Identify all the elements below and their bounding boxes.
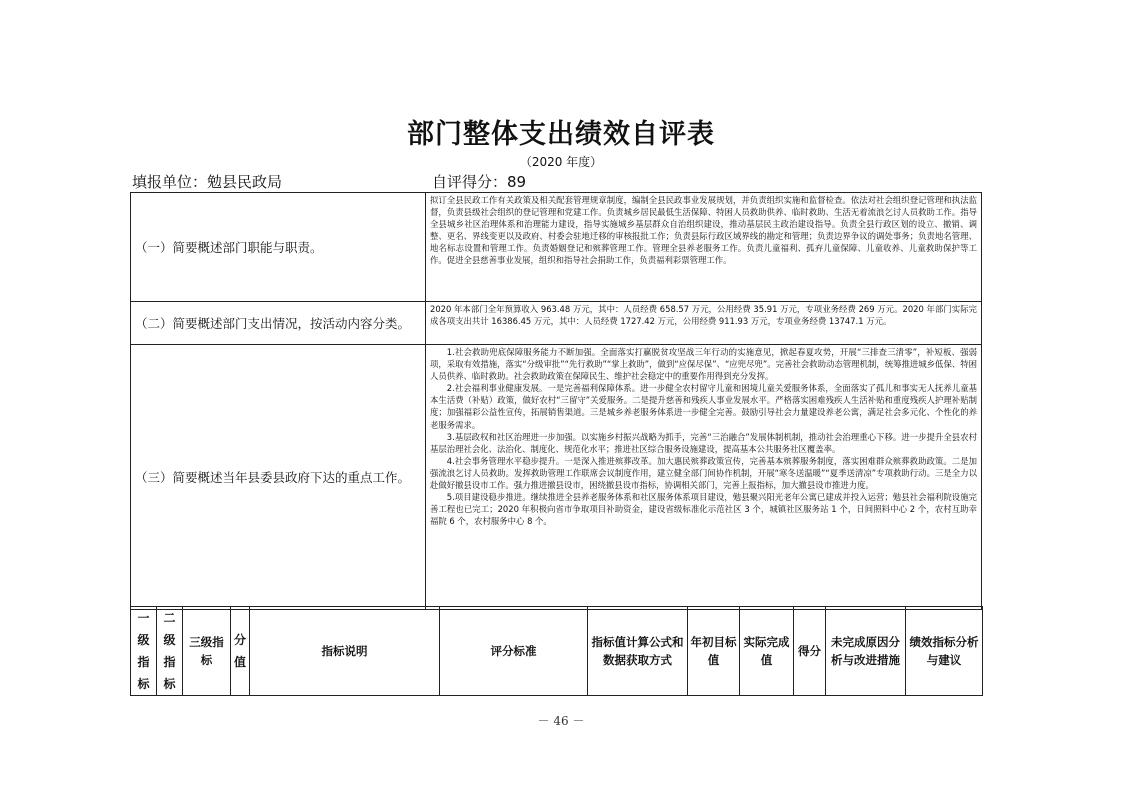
table-row-functions (131, 193, 982, 302)
content-paragraph: 1.社会救助兜底保障服务能力不断加强。全面落实打赢脱贫攻坚战三年行动的实施意见，掀起春夏攻势，开展“三排查三清零”，补短板、强弱项，采取有效措施，落实“分级审批”“先行救助”“掌上救助”，做到“应保尽保”、“应兜尽兜”。完善社会救助动态管理机制，统筹推进城乡低保、特困人员供养、临时救助。社会救助政策在保障民生、维护社会稳定中的重要作用得到充分发挥。 (430, 347, 977, 382)
row-content (426, 302, 982, 345)
header-actual: 实际完成值 (740, 607, 794, 696)
header-formula: 指标值计算公式和数据获取方式 (588, 607, 688, 696)
row-label: （三）简要概述当年县委县政府下达的重点工作。 (131, 345, 426, 610)
header-reason: 未完成原因分析与改进措施 (826, 607, 906, 696)
summary-table (130, 192, 982, 610)
table-row (131, 607, 983, 696)
header-criteria: 评分标准 (440, 607, 588, 696)
page-title: 部门整体支出绩效自评表 (407, 119, 715, 150)
header-level1: 一级指标 (131, 607, 157, 696)
row-content (426, 345, 982, 610)
header-level3: 三级指标 (183, 607, 231, 696)
row-content (426, 193, 982, 302)
content-paragraph: 2.社会福利事业健康发展。一是完善福利保障体系。进一步健全农村留守儿童和困境儿童关爱服务体系，全面落实了孤儿和事实无人抚养儿童基本生活费（补贴）政策，做好农村“三留守”关爱服务。二是提升慈善和残疾人事业发展水平。严格落实困难残疾人生活补贴和重度残疾人护理补贴制度；加强福彩公益性宣传，拓展销售渠道。三是城乡养老服务体系进一步健全完善。鼓励引导社会力量建设养老公寓，满足社会多元化、个性化的养老服务需求。 (430, 383, 977, 430)
header-target: 年初目标值 (688, 607, 740, 696)
header-analysis: 绩效指标分析与建议 (906, 607, 983, 696)
header-level2: 二级指标 (157, 607, 183, 696)
reporting-unit: 填报单位：勉县民政局 (132, 173, 283, 191)
header-score-value: 分值 (231, 607, 250, 696)
report-year: （2020 年度） (519, 155, 603, 169)
row-label: （一）简要概述部门职能与职责。 (131, 193, 426, 302)
content-text: 拟订全县民政工作有关政策及相关配套管理规章制度，编制全县民政事业发展规划，并负责组织实施和监督检查。依法对社会组织登记管理和执法监督，负责县级社会组织的登记管理和党建工作。负责城乡居民最低生活保障、特困人员救助供养、临时救助、生活无着流浪乞讨人员救助工作。指导全县城乡社区治理体系和治理能力建设，指导实施城乡基层群众自治组织建设，推动基层民主政治建设指导。负责全县行政区划的设立、撤销、调整、更名、界线变更以及政府、村委会驻地迁移的审核报批工作；负责县际行政区域界线的勘定和管理；负责边界争议的调处事务；负责地名管理、地名标志设置和管理工作。负责婚姻登记和殡葬管理工作。管理全县养老服务工作。负责儿童福利、孤弃儿童保障、儿童收养、儿童救助保护等工作。促进全县慈善事业发展，组织和指导社会捐助工作，负责福利彩票管理工作。 (430, 195, 977, 266)
row-label: （二）简要概述部门支出情况，按活动内容分类。 (131, 302, 426, 345)
table-row-key-work (131, 345, 982, 610)
page-number: － 46 － (537, 714, 585, 728)
header-description: 指标说明 (250, 607, 440, 696)
indicator-header-table (130, 606, 983, 696)
self-score: 自评得分：89 (432, 173, 527, 191)
header-points: 得分 (794, 607, 826, 696)
unit-score-row (132, 171, 992, 191)
content-paragraph: 4.社会事务管理水平稳步提升。一是深入推进殡葬改革。加大惠民殡葬政策宣传，完善基本殡葬服务制度，落实困难群众殡葬救助政策。二是加强流浪乞讨人员救助。发挥救助管理工作联席会议制度作用，建立健全部门间协作机制，开展“寒冬送温暖”“夏季送清凉”专项救助行动。三是全力以赴做好撤县设市工作。强力推进撤县设市，困绕撤县设市指标，协调相关部门，完善上报指标，加大撤县设市推进力度。 (430, 455, 977, 491)
content-paragraph: 3.基层政权和社区治理进一步加强。以实施乡村振兴战略为抓手，完善“三治融合”发展体制机制，推动社会治理重心下移。进一步提升全县农村基层治理社会化、法治化、制度化、规范化水平；推进社区综合服务设施建设，提高基本公共服务社区覆盖率。 (430, 431, 977, 454)
content-paragraph: 5.项目建设稳步推进。继续推进全县养老服务体系和社区服务体系项目建设，勉县聚兴阳光老年公寓已建成并投入运营；勉县社会福利院设施完善工程也已完工；2020 年积极向省市争取项目补助资金，建设省级标准化示范社区 3 个，城镇社区服务站 1 个，日间照料中心 2 个，农村互助幸福院 6 个，农村服务中心 8 个。 (430, 492, 977, 527)
content-text: 2020 年本部门全年预算收入 963.48 万元，其中：人员经费 658.57 万元，公用经费 35.91 万元，专项业务经费 269 万元。2020 年部门实际完成各项支出共计 16386.45 万元，其中：人员经费 1727.42 万元，公用经费 911.93 万元，专项业务经费 13747.1 万元。 (430, 304, 977, 327)
table-row-expenditure (131, 302, 982, 345)
